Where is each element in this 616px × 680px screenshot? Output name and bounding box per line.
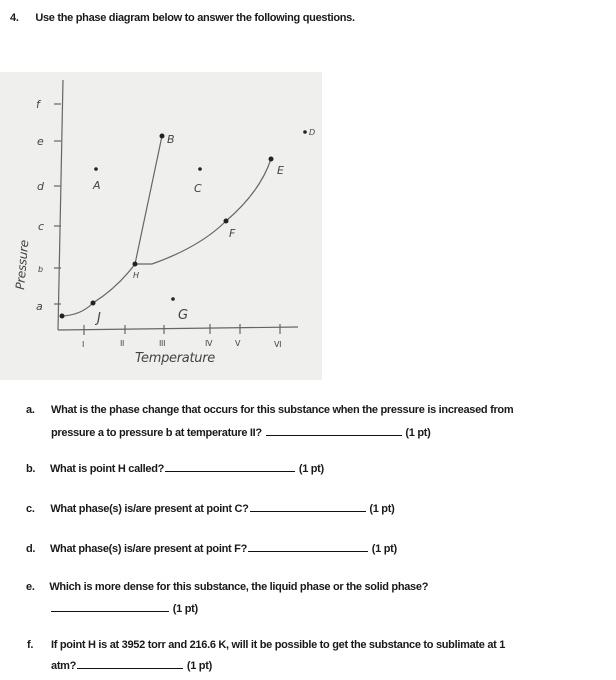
diagram-background [0,72,322,380]
part-f-answer-blank[interactable] [77,657,183,669]
pressure-tick-e: e [37,135,44,148]
part-e-label: e. [26,581,35,593]
part-a-line1 [26,403,514,417]
part-d [26,540,397,556]
y-axis-label: Pressure [13,239,32,291]
point-e-label: E [277,164,284,177]
part-e-answer-blank[interactable] [51,600,169,612]
temperature-tick-ii: II [120,339,125,348]
curve-start-dot [60,314,65,319]
point-h-label: H [133,271,139,280]
part-e-line1 [26,580,428,594]
part-a-answer-blank[interactable] [266,424,402,436]
point-j-label: J [97,311,101,326]
part-d-question: What phase(s) is/are present at point F? [49,543,247,555]
temperature-tick-vi: VI [274,340,282,349]
question-text: Use the phase diagram below to answer the following questions. [35,12,355,24]
temperature-tick-v: V [235,339,241,348]
part-c-points: (1 pt) [369,503,395,515]
point-f-label: F [229,227,236,240]
part-c-answer-blank[interactable] [250,500,366,512]
point-b-label: B [167,133,175,146]
part-f-line2 [51,657,212,673]
part-b-question: What is point H called? [49,463,165,475]
point-b-dot [160,134,165,139]
part-a-question: What is the phase change that occurs for this substance when the pressure is increased from [51,404,514,416]
question-heading [10,11,355,25]
part-e-line2 [51,600,198,616]
part-d-points: (1 pt) [371,543,397,555]
part-b-label: b. [26,463,36,475]
part-c [26,500,394,516]
part-b [26,460,324,476]
pressure-tick-f: f [36,98,40,111]
point-a-label: A [93,179,101,192]
point-c-dot [198,167,202,171]
point-j-dot [91,301,96,306]
point-h-dot [133,262,138,267]
point-g-dot [171,297,175,301]
part-a-label: a. [26,404,35,416]
x-axis-label: Temperature [135,351,215,366]
pressure-tick-b: b [38,265,43,274]
part-f-question-cont: atm? [51,660,77,672]
part-f-label: f. [27,639,34,651]
temperature-tick-iv: IV [205,339,213,348]
point-d-label: D [309,128,315,137]
phase-diagram [0,72,322,382]
temperature-tick-i: I [82,340,85,349]
part-a-points: (1 pt) [405,427,431,439]
part-e-question: Which is more dense for this substance, the liquid phase or the solid phase? [49,581,429,593]
point-e-dot [269,157,274,162]
point-d-dot [303,130,307,134]
point-f-dot [224,219,229,224]
part-f-line1 [27,638,506,652]
part-b-points: (1 pt) [298,463,324,475]
temperature-tick-iii: III [159,339,166,348]
pressure-tick-a: a [36,300,43,313]
point-c-label: C [194,182,202,195]
question-number: 4. [10,12,19,24]
pressure-tick-d: d [37,180,44,193]
part-b-answer-blank[interactable] [165,460,295,472]
part-a-question-cont: pressure a to pressure b at temperature II? [51,427,262,439]
point-a-dot [94,167,98,171]
part-c-label: c. [26,503,35,515]
point-g-label: G [178,308,188,323]
part-d-answer-blank[interactable] [248,540,368,552]
part-e-points: (1 pt) [172,603,198,615]
part-f-points: (1 pt) [186,660,212,672]
part-a-line2 [51,424,430,440]
part-c-question: What phase(s) is/are present at point C? [50,503,249,515]
part-f-question: If point H is at 3952 torr and 216.6 K, will it be possible to get the substance to sublimate at 1 [51,639,506,651]
part-d-label: d. [26,543,36,555]
pressure-tick-c: c [38,220,44,233]
